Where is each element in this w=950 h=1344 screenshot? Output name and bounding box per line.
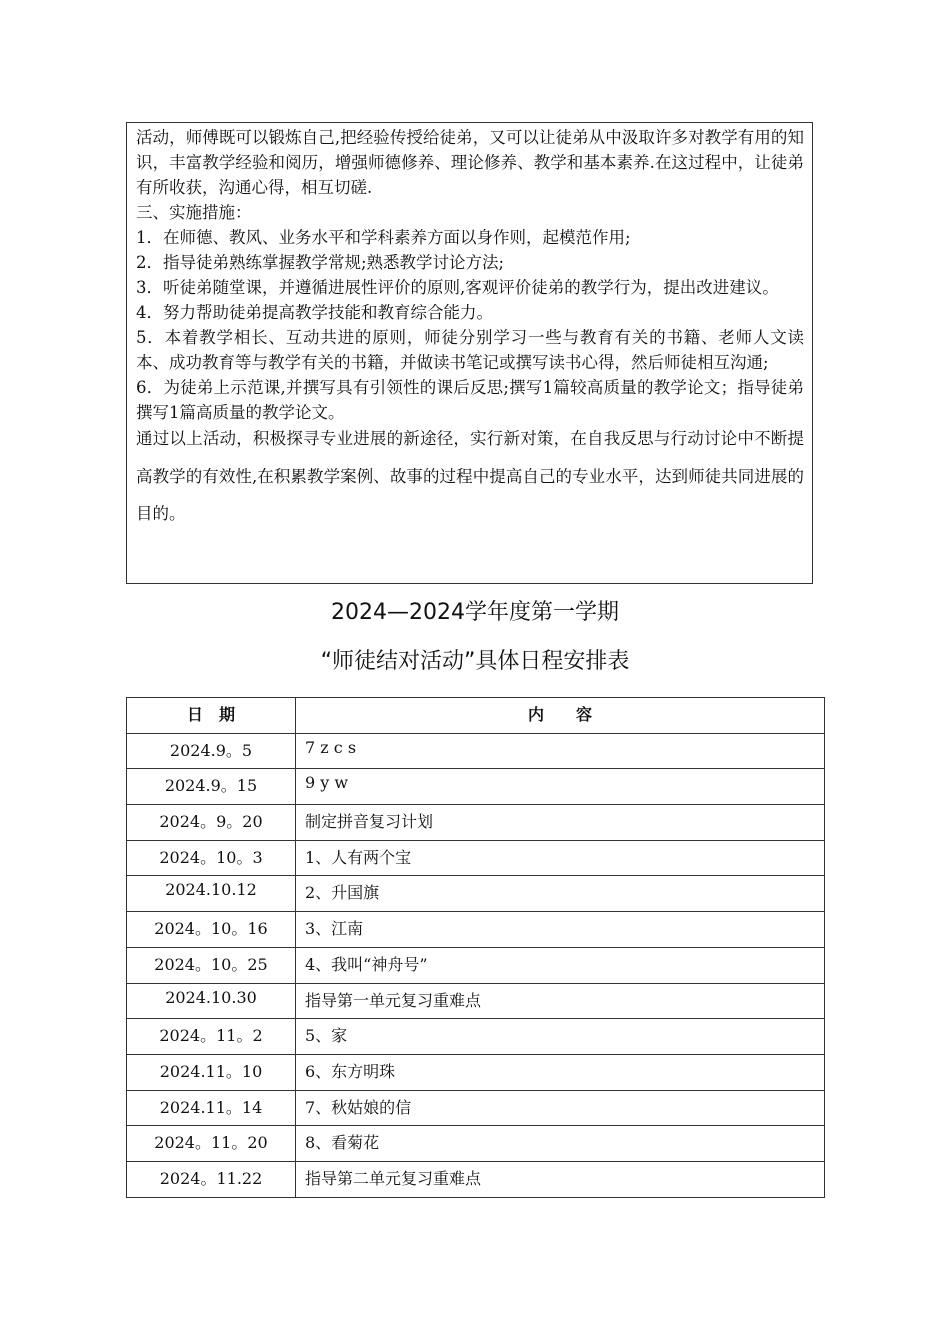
paragraph-conclusion: 通过以上活动，积极探寻专业进展的新途径，实行新对策，在自我反思与行动讨论中不断提高教学的有效性,在积累教学案例、故事的过程中提高自己的专业水平，达到师徒共同进展的目的。 [136, 429, 804, 523]
table-header-row [127, 698, 825, 734]
paragraph-intro: 活动，师傅既可以锻炼自己,把经验传授给徒弟，又可以让徒弟从中汲取许多对教学有用的知识，丰富教学经验和阅历，增强师德修养、理论修养、教学和基本素养.在这过程中，让徒弟有所收获，沟通心得，相互切磋. [136, 128, 804, 197]
table-row [127, 840, 825, 876]
measure-item-5: 5．本着教学相长、互动共进的原则，师徒分别学习一些与教育有关的书籍、老师人文读本、成功教育等与教学有关的书籍，并做读书笔记或撰写读书心得，然后师徒相互沟通; [136, 328, 804, 372]
table-row [127, 733, 825, 769]
column-header-content: 内 容 [296, 698, 825, 734]
measure-item-1: 1．在师德、教风、业务水平和学科素养方面以身作则，起模范作用; [136, 228, 631, 247]
content-cell: 9 y w [296, 769, 825, 805]
column-header-date: 日 期 [127, 698, 296, 734]
table-row [127, 1090, 825, 1126]
section-heading-measures: 三、实施措施： [136, 203, 252, 222]
schedule-title-main: “师徒结对活动”具体日程安排表 [320, 649, 630, 674]
date-cell: 2024。11。20 [127, 1126, 296, 1162]
content-cell: 2、升国旗 [296, 876, 825, 912]
date-cell: 2024.11。14 [127, 1090, 296, 1126]
date-cell: 2024。11.22 [127, 1161, 296, 1197]
measure-item-4: 4．努力帮助徒弟提高教学技能和教育综合能力。 [136, 303, 493, 322]
date-cell: 2024.9。15 [127, 769, 296, 805]
content-cell: 1、人有两个宝 [296, 840, 825, 876]
table-row [127, 947, 825, 983]
content-cell: 指导第一单元复习重难点 [296, 983, 825, 1019]
content-cell: 5、家 [296, 1019, 825, 1055]
content-cell: 指导第二单元复习重难点 [296, 1161, 825, 1197]
table-row [127, 769, 825, 805]
measure-item-6: 6．为徒弟上示范课,并撰写具有引领性的课后反思;撰写1篇较高质量的教学论文；指导徒弟撰写1篇高质量的教学论文。 [136, 378, 804, 422]
date-cell: 2024。10。25 [127, 947, 296, 983]
schedule-title-year: 2024—2024学年度第一学期 [331, 600, 619, 625]
schedule-table [126, 697, 825, 1198]
date-cell: 2024.10.30 [127, 983, 296, 1019]
table-row [127, 983, 825, 1019]
date-cell: 2024。10。3 [127, 840, 296, 876]
table-row [127, 1126, 825, 1162]
content-cell: 4、我叫“神舟号” [296, 947, 825, 983]
date-cell: 2024.10.12 [127, 876, 296, 912]
date-cell: 2024。9。20 [127, 805, 296, 841]
measure-item-3: 3．听徒弟随堂课，并遵循进展性评价的原则,客观评价徒弟的教学行为，提出改进建议。 [136, 278, 779, 297]
content-cell: 3、江南 [296, 912, 825, 948]
table-row [127, 1161, 825, 1197]
content-cell: 7、秋姑娘的信 [296, 1090, 825, 1126]
content-cell: 7 z c s [296, 733, 825, 769]
measure-item-2: 2．指导徒弟熟练掌握教学常规;熟悉教学讨论方法; [136, 253, 505, 272]
table-row [127, 876, 825, 912]
table-row [127, 1019, 825, 1055]
date-cell: 2024.11。10 [127, 1054, 296, 1090]
date-cell: 2024。10。16 [127, 912, 296, 948]
table-row [127, 1054, 825, 1090]
content-cell: 8、看菊花 [296, 1126, 825, 1162]
content-cell: 制定拼音复习计划 [296, 805, 825, 841]
date-cell: 2024。11。2 [127, 1019, 296, 1055]
date-cell: 2024.9。5 [127, 733, 296, 769]
content-cell: 6、东方明珠 [296, 1054, 825, 1090]
table-row [127, 805, 825, 841]
table-row [127, 912, 825, 948]
plan-text-box [126, 122, 813, 584]
